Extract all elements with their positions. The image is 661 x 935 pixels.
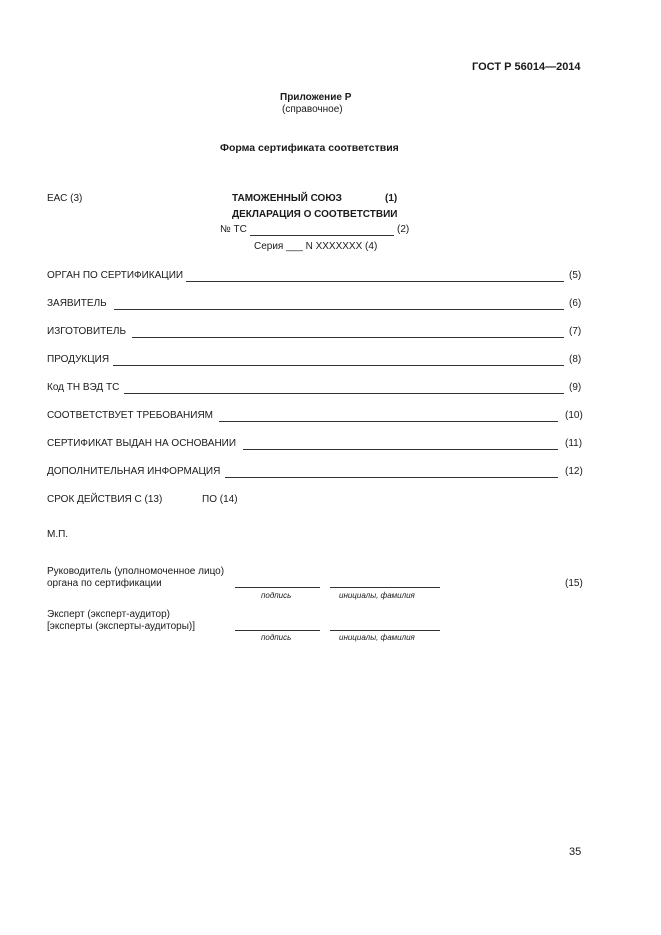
number-num: (2) <box>397 224 410 235</box>
expert-label-line1: Эксперт (эксперт-аудитор) <box>47 609 170 620</box>
field-num: (9) <box>569 382 582 393</box>
field-label: ПРОДУКЦИЯ <box>47 354 110 365</box>
field-line <box>114 309 564 310</box>
head-signature-caption: подпись <box>261 591 292 600</box>
field-num: (7) <box>569 326 582 337</box>
head-label-line2: органа по сертификации <box>47 578 162 589</box>
field-num: (6) <box>569 298 582 309</box>
field-num: (8) <box>569 354 582 365</box>
expert-signature-line <box>235 630 320 631</box>
field-label: ДОПОЛНИТЕЛЬНАЯ ИНФОРМАЦИЯ <box>47 466 221 477</box>
page-number: 35 <box>569 846 582 858</box>
declaration-title: ДЕКЛАРАЦИЯ О СООТВЕТСТВИИ <box>232 209 398 220</box>
field-line <box>113 365 564 366</box>
field-line <box>225 477 558 478</box>
field-num: (12) <box>565 466 583 477</box>
field-line <box>219 421 558 422</box>
number-line <box>250 235 394 236</box>
field-line <box>243 449 558 450</box>
appendix-subtitle: (справочное) <box>282 104 343 115</box>
head-name-line <box>330 587 440 588</box>
head-num: (15) <box>565 578 583 589</box>
field-label: СООТВЕТСТВУЕТ ТРЕБОВАНИЯМ <box>47 410 214 421</box>
field-num: (11) <box>565 438 583 449</box>
field-num: (5) <box>569 270 582 281</box>
eac-mark: ЕАС (3) <box>47 193 83 204</box>
standard-code: ГОСТ Р 56014—2014 <box>472 61 581 73</box>
field-line <box>124 393 564 394</box>
head-name-caption: инициалы, фамилия <box>339 591 415 600</box>
expert-label-line2: [эксперты (эксперты-аудиторы)] <box>47 621 195 632</box>
appendix-title: Приложение Р <box>280 92 352 103</box>
field-label: ИЗГОТОВИТЕЛЬ <box>47 326 127 337</box>
expert-name-line <box>330 630 440 631</box>
form-title: Форма сертификата соответствия <box>220 142 399 154</box>
field-label: ОРГАН ПО СЕРТИФИКАЦИИ <box>47 270 184 281</box>
validity-to: ПО (14) <box>202 494 238 505</box>
field-num: (10) <box>565 410 583 421</box>
stamp-place: М.П. <box>47 529 69 540</box>
field-line <box>132 337 564 338</box>
field-line <box>186 281 564 282</box>
expert-name-caption: инициалы, фамилия <box>339 633 415 642</box>
validity-from: СРОК ДЕЙСТВИЯ С (13) <box>47 494 163 505</box>
expert-signature-caption: подпись <box>261 633 292 642</box>
number-prefix: № ТС <box>220 224 247 235</box>
head-signature-line <box>235 587 320 588</box>
field-label: ЗАЯВИТЕЛЬ <box>47 298 107 309</box>
field-label: Код ТН ВЭД ТС <box>47 382 120 393</box>
head-label-line1: Руководитель (уполномоченное лицо) <box>47 566 225 577</box>
customs-union-title: ТАМОЖЕННЫЙ СОЮЗ <box>232 193 342 204</box>
series-line: Серия ___ N XXXXXXX (4) <box>254 241 378 252</box>
customs-union-num: (1) <box>385 193 398 204</box>
field-label: СЕРТИФИКАТ ВЫДАН НА ОСНОВАНИИ <box>47 438 237 449</box>
